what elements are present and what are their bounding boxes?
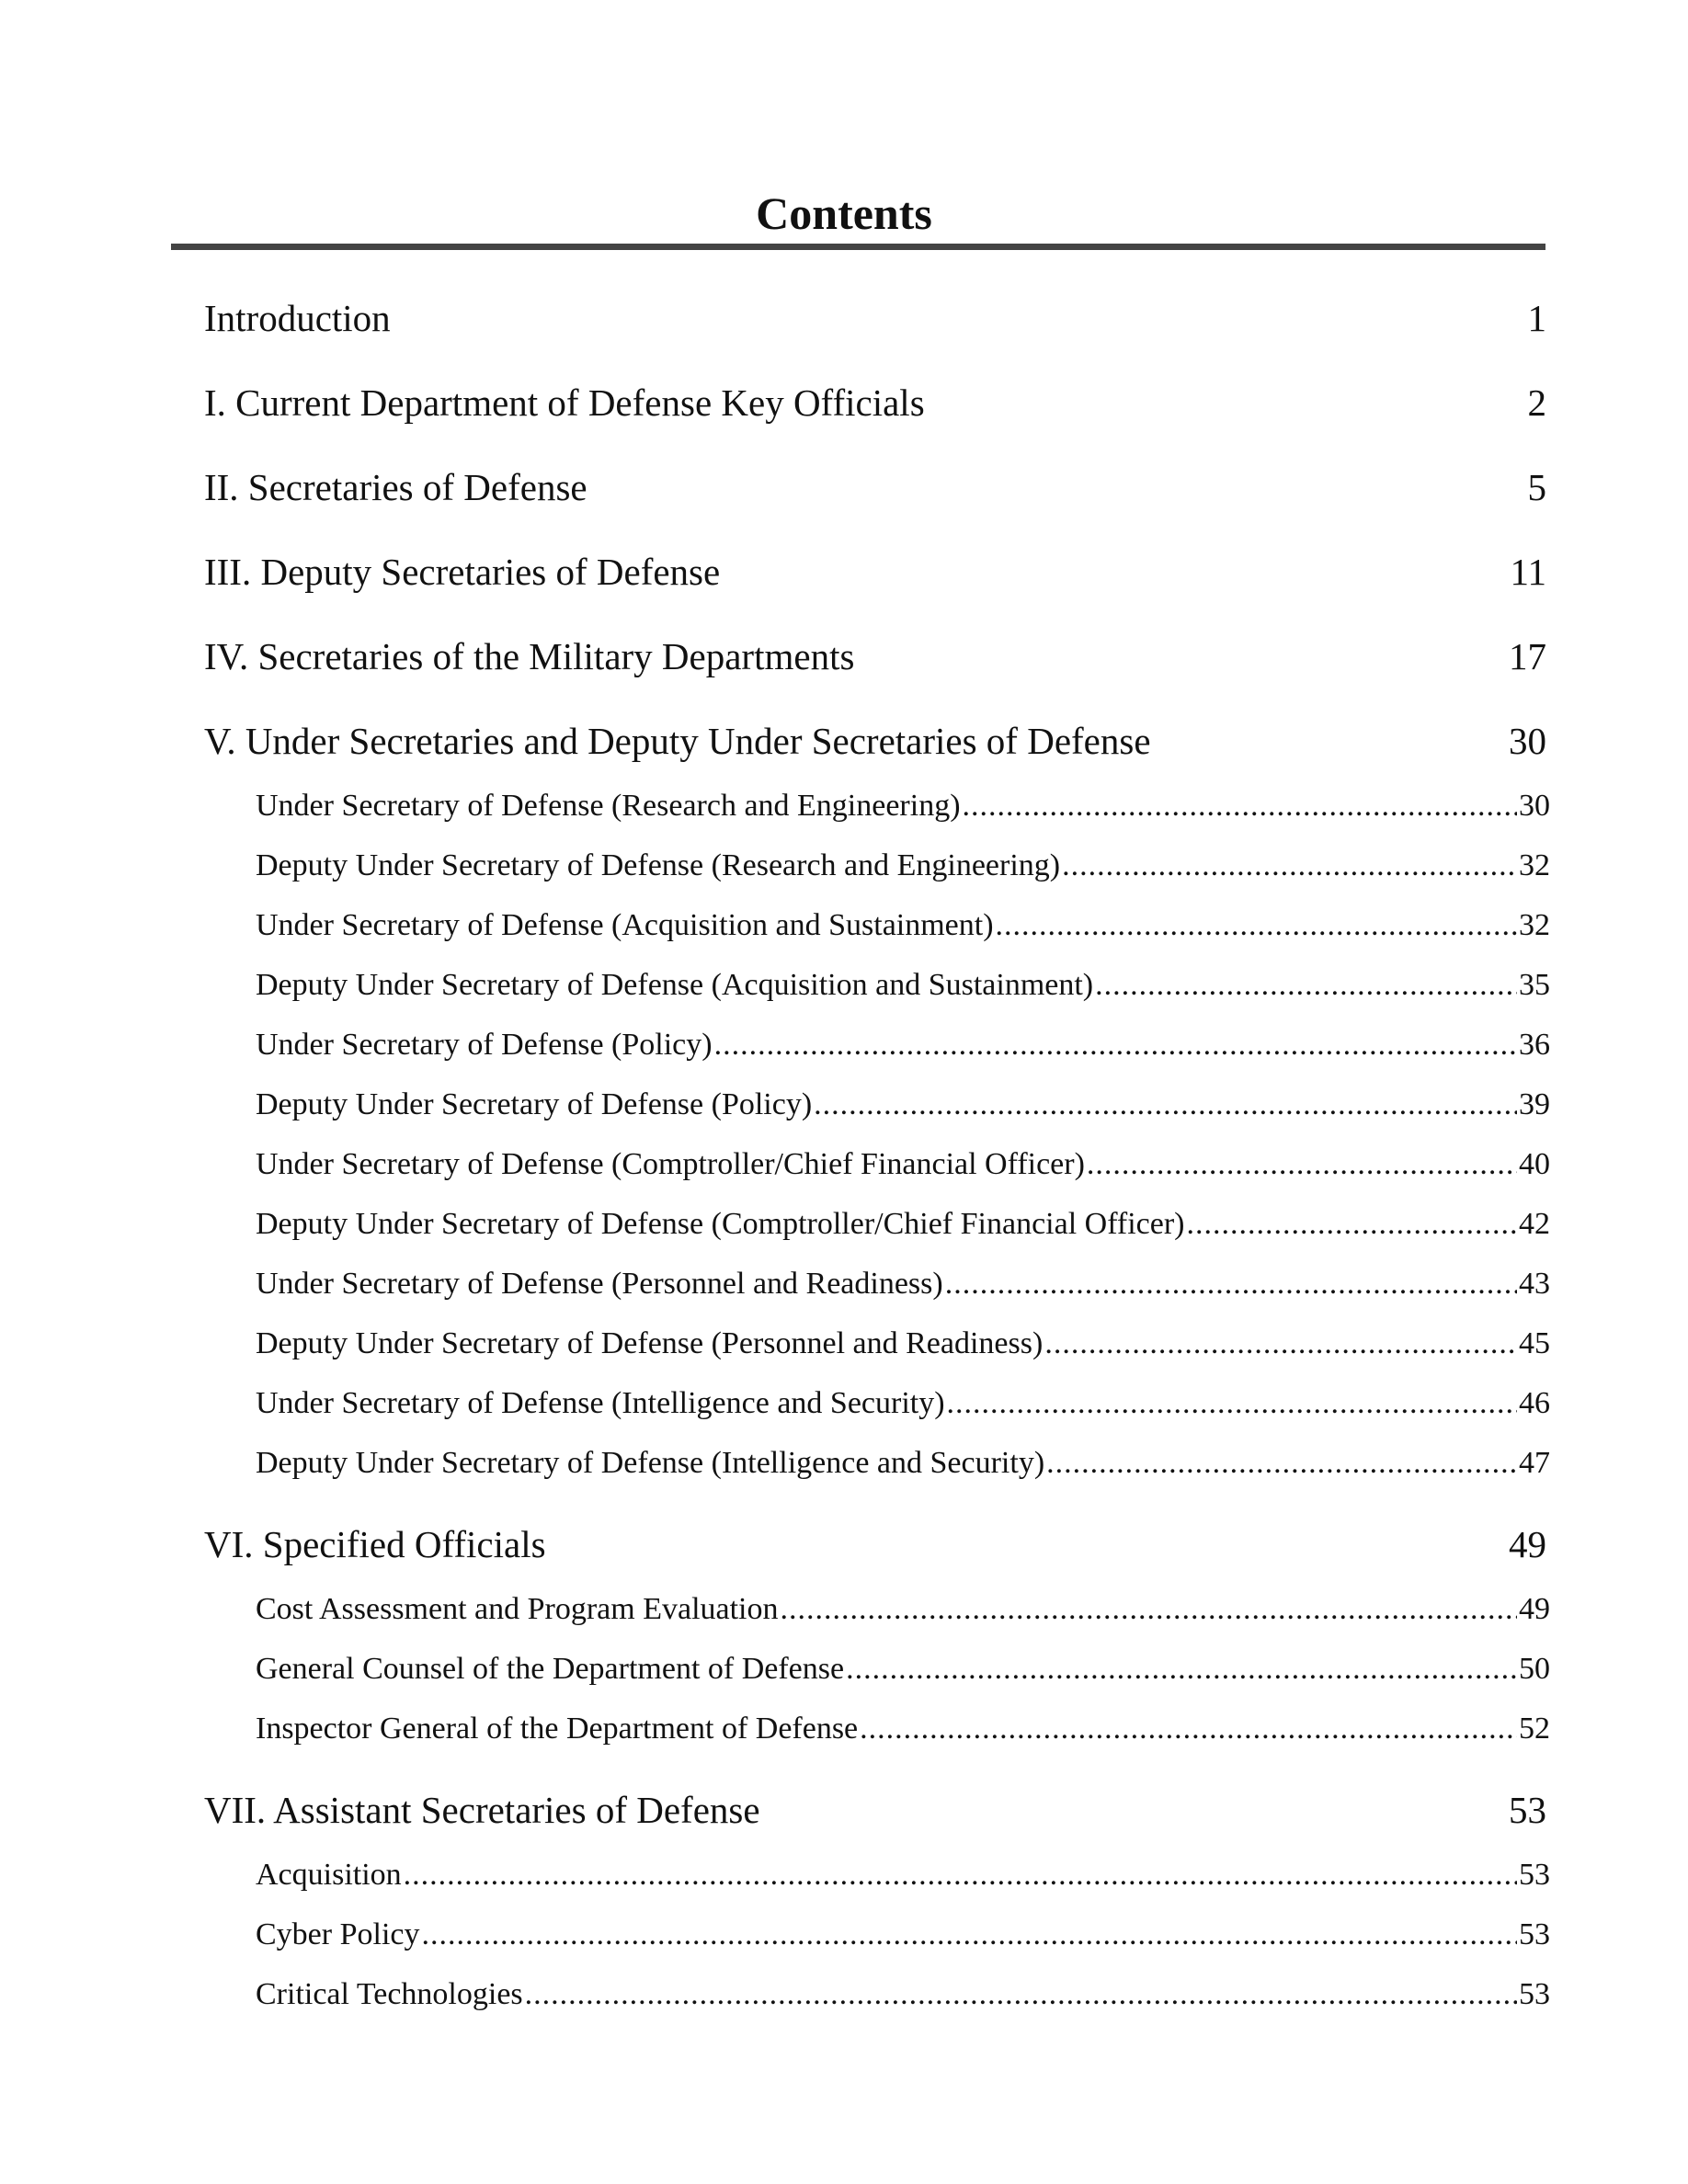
toc-subsection-title: Deputy Under Secretary of Defense (Policy)	[256, 1087, 813, 1121]
toc-subsection-page-number: 36	[1519, 1028, 1550, 1062]
toc-subsection-page-number: 53	[1519, 1858, 1550, 1892]
toc-section-title: Introduction	[204, 297, 391, 339]
dot-leader	[1062, 836, 1517, 895]
dot-leader	[1046, 1433, 1517, 1493]
toc-subsection-title: Deputy Under Secretary of Defense (Acquisition and Sustainment)	[256, 968, 1094, 1002]
toc-subsection-page-number: 46	[1519, 1386, 1550, 1420]
toc-subsection-title: Critical Technologies	[256, 1977, 523, 2011]
toc-subsection-entry[interactable]	[256, 1579, 1550, 1639]
toc-subsection-title: General Counsel of the Department of Defense	[256, 1652, 845, 1686]
toc-subsection-entry[interactable]	[256, 1905, 1550, 1964]
toc-section-entry[interactable]	[204, 1768, 1550, 1852]
toc-subsection-title: Cost Assessment and Program Evaluation	[256, 1592, 779, 1626]
toc-section-page-number: 17	[1509, 635, 1546, 677]
toc-subsection-title: Under Secretary of Defense (Personnel and Readiness)	[256, 1267, 943, 1301]
dot-leader	[525, 1964, 1517, 2024]
toc-subsection-page-number: 53	[1519, 1917, 1550, 1951]
toc-subsection-entry[interactable]	[256, 776, 1550, 836]
dot-leader	[814, 1075, 1517, 1134]
dot-leader	[1044, 1314, 1517, 1373]
toc-subsection-page-number: 40	[1519, 1147, 1550, 1181]
toc-subsection-title: Acquisition	[256, 1858, 402, 1892]
toc-subsection-entry[interactable]	[256, 1314, 1550, 1373]
dot-leader	[404, 1845, 1517, 1905]
page-title: Contents	[756, 188, 932, 239]
toc-section-page-number: 30	[1509, 720, 1546, 762]
dot-leader	[846, 1639, 1517, 1699]
toc-subsection-title: Deputy Under Secretary of Defense (Comptroller/Chief Financial Officer)	[256, 1207, 1185, 1241]
toc-subsection-page-number: 42	[1519, 1207, 1550, 1241]
toc-subsection-page-number: 35	[1519, 968, 1550, 1002]
toc-section-title: III. Deputy Secretaries of Defense	[204, 551, 721, 593]
toc-section-title: I. Current Department of Defense Key Officials	[204, 381, 925, 424]
toc-section-page-number: 53	[1509, 1789, 1546, 1831]
toc-subsection-page-number: 39	[1519, 1087, 1550, 1121]
toc-section-page-number: 2	[1527, 381, 1546, 424]
toc-section-entry[interactable]	[204, 614, 1550, 699]
toc-section-title: V. Under Secretaries and Deputy Under Secretaries of Defense	[204, 720, 1151, 762]
toc-section-entry[interactable]	[204, 699, 1550, 783]
toc-subsection-entry[interactable]	[256, 836, 1550, 895]
dot-leader	[996, 895, 1517, 955]
dot-leader	[945, 1254, 1517, 1314]
dot-leader	[421, 1905, 1517, 1964]
toc-subsection-page-number: 47	[1519, 1446, 1550, 1480]
toc-subsection-entry[interactable]	[256, 1964, 1550, 2024]
dot-leader	[860, 1699, 1517, 1758]
toc-subsection-title: Under Secretary of Defense (Policy)	[256, 1028, 713, 1062]
toc-subsection-entry[interactable]	[256, 1134, 1550, 1194]
table-of-contents	[204, 276, 1550, 2033]
dot-leader	[714, 1015, 1517, 1075]
toc-subsection-page-number: 50	[1519, 1652, 1550, 1686]
toc-section-page-number: 49	[1509, 1523, 1546, 1565]
toc-subsection-title: Under Secretary of Defense (Intelligence and Security)	[256, 1386, 945, 1420]
dot-leader	[1095, 955, 1517, 1015]
toc-section-page-number: 1	[1527, 297, 1546, 339]
toc-subsection-page-number: 32	[1519, 848, 1550, 882]
toc-subsection-title: Deputy Under Secretary of Defense (Intelligence and Security)	[256, 1446, 1045, 1480]
toc-subsection-list	[204, 1845, 1550, 2024]
toc-section-title: II. Secretaries of Defense	[204, 466, 587, 508]
toc-subsection-page-number: 32	[1519, 908, 1550, 942]
toc-subsection-page-number: 30	[1519, 789, 1550, 823]
toc-subsection-entry[interactable]	[256, 955, 1550, 1015]
toc-subsection-title: Deputy Under Secretary of Defense (Research and Engineering)	[256, 848, 1061, 882]
toc-subsection-entry[interactable]	[256, 1075, 1550, 1134]
title-rule	[171, 244, 1545, 250]
toc-subsection-page-number: 45	[1519, 1326, 1550, 1360]
toc-subsection-title: Under Secretary of Defense (Acquisition and Sustainment)	[256, 908, 994, 942]
toc-subsection-entry[interactable]	[256, 1845, 1550, 1905]
dot-leader	[947, 1373, 1517, 1433]
dot-leader	[963, 776, 1517, 836]
dot-leader	[1087, 1134, 1517, 1194]
toc-subsection-page-number: 52	[1519, 1712, 1550, 1746]
toc-section-entry[interactable]	[204, 445, 1550, 529]
toc-subsection-list	[204, 1579, 1550, 1758]
toc-subsection-page-number: 53	[1519, 1977, 1550, 2011]
toc-subsection-page-number: 43	[1519, 1267, 1550, 1301]
toc-subsection-title: Cyber Policy	[256, 1917, 420, 1951]
toc-subsection-title: Under Secretary of Defense (Comptroller/Chief Financial Officer)	[256, 1147, 1085, 1181]
toc-subsection-entry[interactable]	[256, 1194, 1550, 1254]
toc-subsection-list	[204, 776, 1550, 1493]
toc-section-entry[interactable]	[204, 360, 1550, 445]
dot-leader	[781, 1579, 1517, 1639]
toc-subsection-entry[interactable]	[256, 1254, 1550, 1314]
toc-subsection-entry[interactable]	[256, 1433, 1550, 1493]
toc-section-entry[interactable]	[204, 276, 1550, 360]
toc-subsection-title: Deputy Under Secretary of Defense (Personnel and Readiness)	[256, 1326, 1044, 1360]
toc-subsection-title: Inspector General of the Department of Defense	[256, 1712, 859, 1746]
toc-section-entry[interactable]	[204, 529, 1550, 614]
toc-section-entry[interactable]	[204, 1502, 1550, 1587]
toc-subsection-entry[interactable]	[256, 1015, 1550, 1075]
toc-subsection-page-number: 49	[1519, 1592, 1550, 1626]
toc-subsection-title: Under Secretary of Defense (Research and Engineering)	[256, 789, 961, 823]
toc-section-title: VI. Specified Officials	[204, 1523, 546, 1565]
toc-section-page-number: 5	[1527, 466, 1546, 508]
toc-subsection-entry[interactable]	[256, 895, 1550, 955]
toc-section-title: VII. Assistant Secretaries of Defense	[204, 1789, 760, 1831]
toc-subsection-entry[interactable]	[256, 1699, 1550, 1758]
toc-subsection-entry[interactable]	[256, 1639, 1550, 1699]
toc-subsection-entry[interactable]	[256, 1373, 1550, 1433]
toc-section-page-number: 11	[1510, 551, 1546, 593]
dot-leader	[1187, 1194, 1517, 1254]
toc-section-title: IV. Secretaries of the Military Departments	[204, 635, 855, 677]
